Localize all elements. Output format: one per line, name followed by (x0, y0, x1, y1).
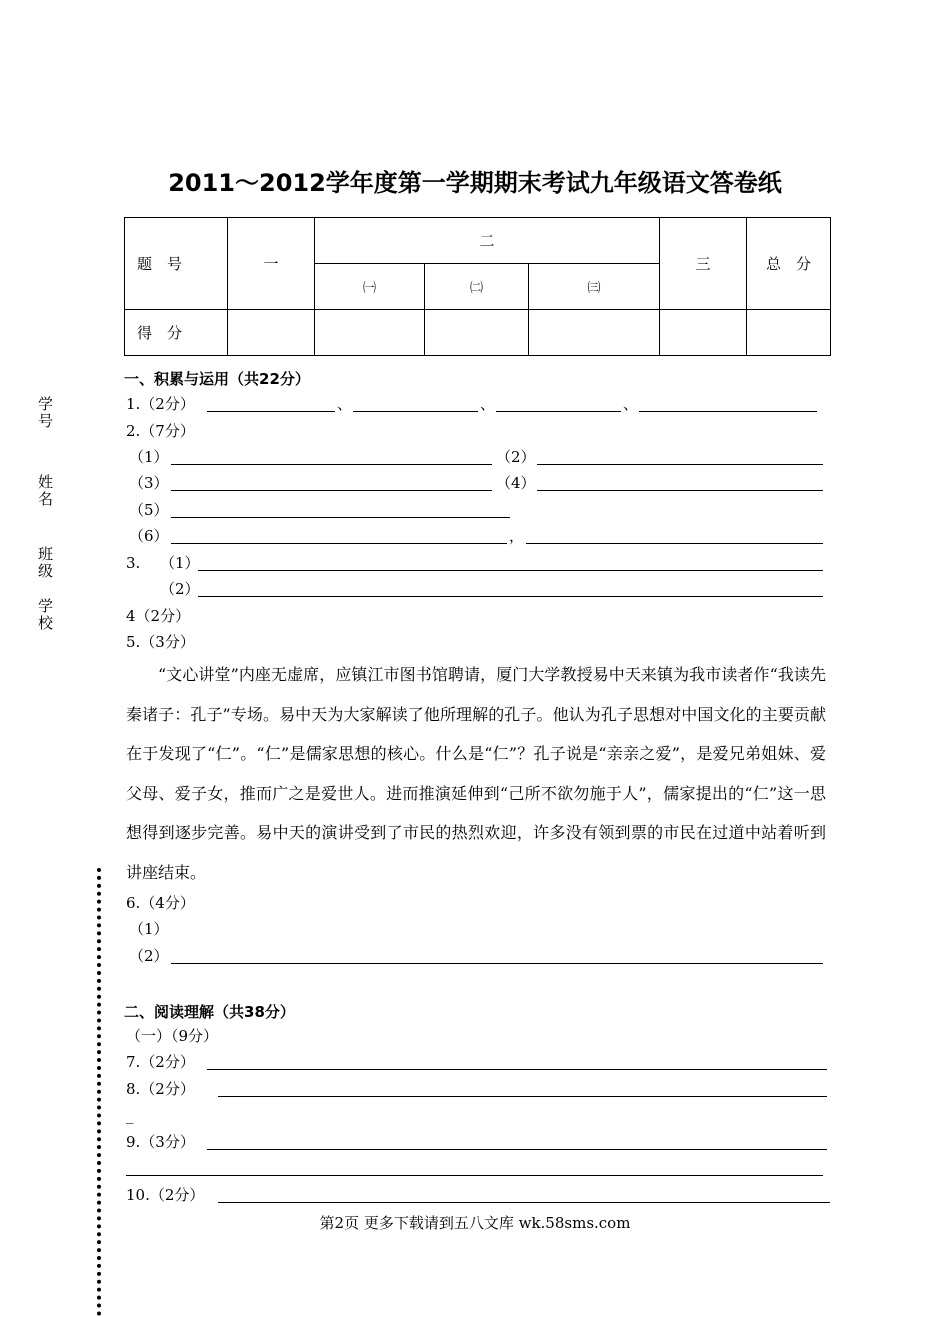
col-section-two: 二 (315, 218, 660, 264)
q1-blank-1[interactable] (207, 411, 335, 412)
col-section-one: 一 (228, 218, 315, 310)
score-cell-three[interactable] (660, 310, 747, 356)
q2-3-label: （3） (129, 474, 169, 492)
sidebar-student-id-label: 学号 (38, 395, 54, 430)
q2-1-label: （1） (129, 448, 169, 466)
q2-6-blank-1[interactable] (171, 543, 507, 544)
score-cell-two-2[interactable] (425, 310, 529, 356)
row-label-score: 得 分 (125, 310, 228, 356)
score-cell-one[interactable] (228, 310, 315, 356)
q5-passage: “文心讲堂”内座无虚席，应镇江市图书馆聘请，厦门大学教授易中天来镇为我市读者作“我读先秦诸子：孔子”专场。易中天为大家解读了他所理解的孔子。他认为孔子思想对中国文化的主要贡献在于发现了“仁”。“仁”是儒家思想的核心。什么是“仁”？孔子说是“亲亲之爱”，是爱兄弟姐妹、爱父母、爱子女，推而广之是爱世人。进而推演延伸到“己所不欲勿施于人”，儒家提出的“仁”这一思想得到逐步完善。易中天的演讲受到了市民的热烈欢迎，许多没有领到票的市民在过道中站着听到讲座结束。 (126, 665, 826, 882)
q8-tail: _ (126, 1106, 134, 1124)
row-label-question-number: 题 号 (125, 218, 228, 310)
q3-label: 3. (126, 554, 141, 572)
score-cell-two-3[interactable] (529, 310, 660, 356)
q2-6-blank-2[interactable] (526, 543, 823, 544)
q6-label: 6.（4分） (126, 894, 195, 912)
q1-label: 1.（2分） (126, 395, 195, 413)
q2-3-blank[interactable] (171, 490, 492, 491)
q7-label: 7.（2分） (126, 1053, 195, 1071)
col-sub-3: ㈢ (529, 264, 660, 310)
q2-2-blank[interactable] (537, 464, 823, 465)
col-sub-1: ㈠ (315, 264, 425, 310)
page-title: 2011～2012学年度第一学期期末考试九年级语文答卷纸 (168, 169, 782, 197)
section2-sub-heading: （一）（9分） (126, 1027, 219, 1045)
section1-heading: 一、积累与运用（共22分） (124, 370, 310, 388)
q9-blank-2[interactable] (126, 1175, 823, 1176)
q2-6-sep: ， (509, 527, 525, 545)
page-footer: 第2页 更多下载请到五八文库 wk.58sms.com (319, 1214, 631, 1232)
q2-2-label: （2） (496, 448, 536, 466)
q5-label: 5.（3分） (126, 633, 195, 651)
q9-blank-1[interactable] (207, 1149, 827, 1150)
q3-2-blank[interactable] (198, 596, 823, 597)
q3-2-label: （2） (160, 580, 200, 598)
q8-blank[interactable] (218, 1096, 827, 1097)
q2-1-blank[interactable] (171, 464, 492, 465)
q6-2-blank[interactable] (171, 963, 823, 964)
score-table (124, 217, 831, 356)
q2-label: 2.（7分） (126, 422, 195, 440)
cut-line (97, 868, 101, 1316)
sidebar-class-label: 班级 (38, 545, 54, 580)
q1-sep-1: 、 (337, 395, 353, 413)
q4-label: 4（2分） (126, 607, 191, 625)
q1-sep-3: 、 (623, 395, 639, 413)
q2-4-label: （4） (496, 474, 536, 492)
q2-4-blank[interactable] (537, 490, 823, 491)
sidebar-school-label: 学校 (38, 597, 54, 632)
q1-blank-3[interactable] (496, 411, 621, 412)
section2-heading: 二、阅读理解（共38分） (124, 1003, 295, 1021)
score-cell-total[interactable] (747, 310, 831, 356)
q3-1-label: （1） (160, 554, 200, 572)
q6-1-label: （1） (129, 920, 169, 938)
q10-blank[interactable] (218, 1202, 830, 1203)
q2-5-blank[interactable] (171, 517, 510, 518)
score-cell-two-1[interactable] (315, 310, 425, 356)
q1-blank-4[interactable] (639, 411, 817, 412)
sidebar-name-label: 姓名 (38, 473, 54, 508)
col-section-three: 三 (660, 218, 747, 310)
q8-label: 8.（2分） (126, 1080, 195, 1098)
q7-blank[interactable] (207, 1069, 827, 1070)
q9-label: 9.（3分） (126, 1133, 195, 1151)
q1-sep-2: 、 (480, 395, 496, 413)
q6-2-label: （2） (129, 947, 169, 965)
col-total: 总 分 (747, 218, 831, 310)
q1-blank-2[interactable] (353, 411, 478, 412)
q10-label: 10.（2分） (126, 1186, 205, 1204)
q3-1-blank[interactable] (198, 570, 823, 571)
q2-5-label: （5） (129, 501, 169, 519)
col-sub-2: ㈡ (425, 264, 529, 310)
q2-6-label: （6） (129, 527, 169, 545)
